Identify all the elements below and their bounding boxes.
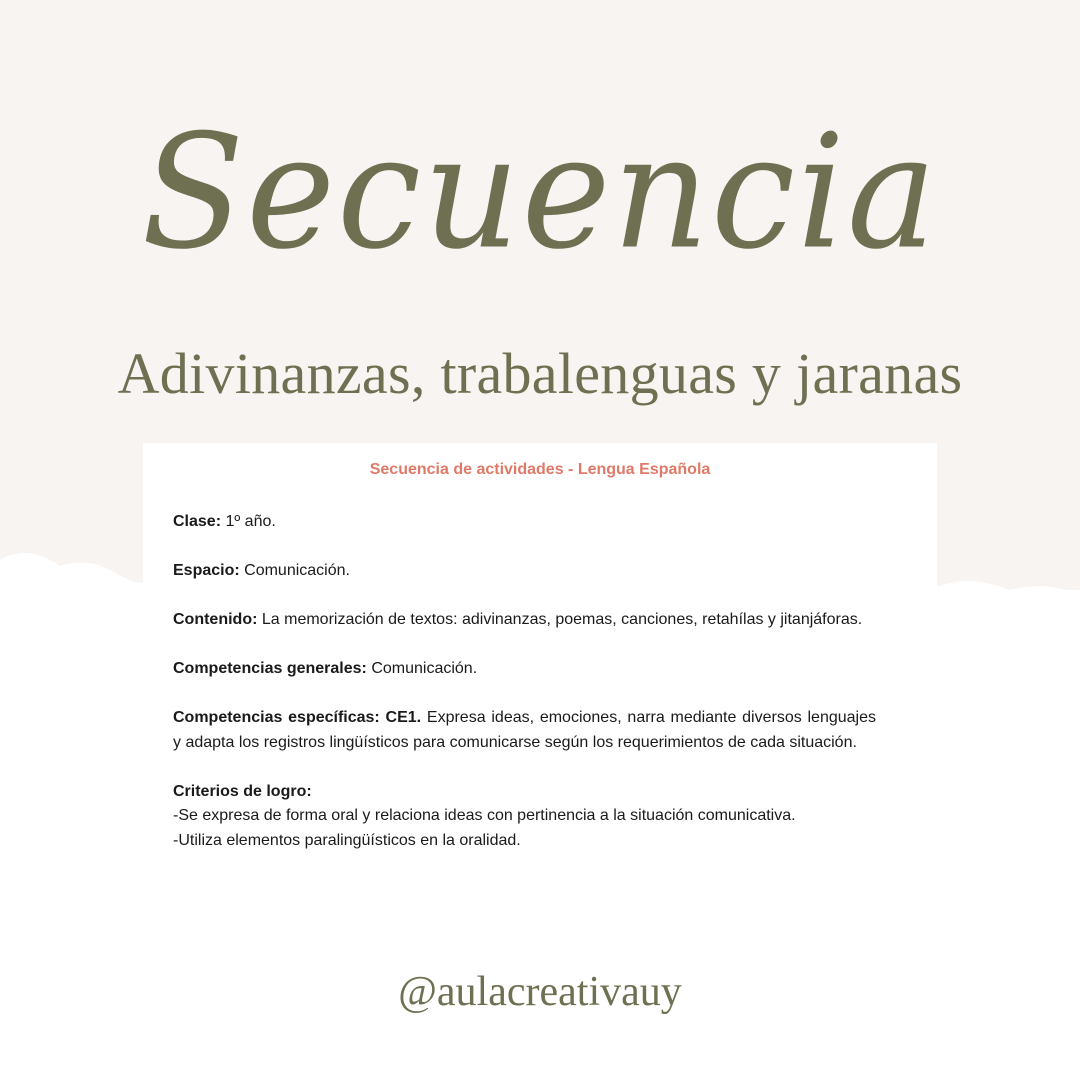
competencias-especificas-value: Expresa ideas, emociones, narra mediante diversos lenguajes y adapta los registros lingüísticos para comunicarse según los requerimientos de cada situación. [173, 709, 877, 751]
clase-value: 1º año. [225, 513, 276, 530]
document-card [143, 443, 937, 953]
contenido-label: Contenido: [173, 611, 258, 628]
espacio-line [173, 559, 876, 584]
criterios-block [173, 780, 876, 854]
contenido-line [173, 608, 876, 633]
competencias-generales-value: Comunicación. [371, 660, 478, 677]
clase-label: Clase: [173, 513, 222, 530]
espacio-value: Comunicación. [244, 562, 350, 579]
competencias-especificas-label: Competencias específicas: CE1. [173, 709, 422, 726]
subtitle: Adivinanzas, trabalenguas y jaranas [117, 341, 963, 406]
contenido-value: La memorización de textos: adivinanzas, poemas, canciones, retahílas y jitanjáforas. [261, 611, 863, 628]
clase-line [173, 510, 876, 535]
competencias-especificas-line [173, 706, 876, 755]
criterios-label: Criterios de logro: [173, 782, 312, 800]
script-title: Secuencia [141, 101, 939, 285]
card-body [173, 510, 876, 853]
espacio-label: Espacio: [173, 562, 240, 579]
social-handle: @aulacreativauy [398, 969, 682, 1015]
competencias-generales-label: Competencias generales: [173, 660, 367, 677]
competencias-generales-line [173, 657, 876, 682]
card-title: Secuencia de actividades - Lengua Española [369, 461, 711, 478]
criterio-item: -Se expresa de forma oral y relaciona ideas con pertinencia a la situación comunicativa. [173, 807, 796, 824]
criterio-item: -Utiliza elementos paralingüísticos en la oralidad. [173, 831, 521, 849]
